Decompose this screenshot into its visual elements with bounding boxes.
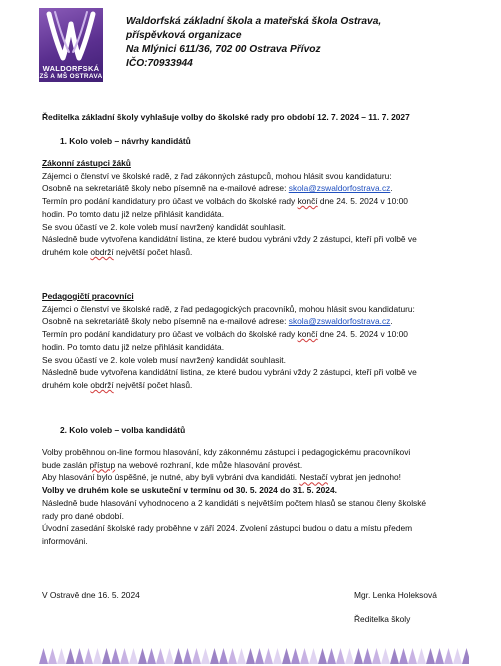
footer-pattern-triangle [291, 648, 300, 664]
students-line: Osobně na sekretariátě školy nebo písemně na e-mailové adrese: skola@zswaldorfostrava.cz. [42, 183, 393, 194]
email-link[interactable]: skola@zswaldorfostrava.cz [288, 316, 391, 327]
voting-line: Aby hlasování bylo úspěšné, je nutné, aby byli vybráni dva kandidáti. Nestačí vybrat jen jednoho! [42, 472, 401, 483]
students-title: Zákonní zástupci žáků [42, 158, 131, 168]
section1-heading: 1. Kolo voleb – návrhy kandidátů [60, 136, 191, 146]
footer-pattern-triangle [336, 648, 345, 664]
footer-pattern-triangle [354, 648, 363, 664]
header-line: Waldorfská základní škola a mateřská škola Ostrava, [126, 16, 382, 27]
students-line: Se svou účastí ve 2. kole voleb musí navržený kandidát souhlasit. [42, 221, 286, 232]
students-line: Následně bude vytvořena kandidátní listina, ze které budou vybráni vždy 2 zástupci, kteří při volbě ve [42, 234, 417, 245]
footer-pattern-triangle [138, 648, 147, 664]
voting-line: rady pro dané období. [42, 510, 124, 521]
footer-pattern-triangle [66, 648, 75, 664]
footer-pattern-triangle [228, 648, 237, 664]
voting-line: Následně bude hlasování vyhodnoceno a 2 kandidáti s největším počtem hlasů se stanou členy školské [42, 497, 427, 508]
footer-pattern-triangle [417, 648, 426, 664]
footer-pattern-triangle [408, 648, 417, 664]
footer-pattern-triangle [75, 648, 84, 664]
voting-line: Úvodní zasedání školské rady proběhne v září 2024. Zvolení zástupci budou o datu a místu předem [42, 523, 413, 534]
footer-pattern-triangle [192, 648, 201, 664]
footer-pattern-triangle [219, 648, 228, 664]
teachers-line: Osobně na sekretariátě školy nebo písemně na e-mailové adrese: skola@zswaldorfostrava.cz. [42, 316, 393, 327]
footer-pattern-triangle [444, 648, 453, 664]
decorative-footer-band [39, 646, 469, 664]
teachers-line: Následně bude vytvořena kandidátní listina, ze které budou vybráni vždy 2 zástupci, kteří při volbě ve [42, 367, 417, 378]
footer-pattern-triangle [453, 648, 462, 664]
teachers-line: Termín pro podání kandidatury pro účast ve volbách do školské rady končí dne 24. 5. 2024 v 10:00 [42, 329, 408, 340]
footer-pattern-triangle [147, 648, 156, 664]
footer-pattern-triangle [300, 648, 309, 664]
signatory-name: Mgr. Lenka Holeksová [354, 590, 437, 600]
intro-statement: Ředitelka základní školy vyhlašuje volby do školské rady pro období 12. 7. 2024 – 11. 7. 2027 [42, 112, 410, 122]
footer-pattern-triangle [246, 648, 255, 664]
email-link[interactable]: skola@zswaldorfostrava.cz [288, 183, 391, 194]
footer-pattern-triangle [255, 648, 264, 664]
footer-pattern-triangle [93, 648, 102, 664]
header-line: IČO:70933944 [126, 58, 193, 69]
footer-pattern-triangle [426, 648, 435, 664]
teachers-block [42, 290, 482, 392]
students-line: hodin. Po tomto datu již nelze přihlásit kandidáta. [42, 208, 225, 219]
footer-pattern-triangle [183, 648, 192, 664]
footer-pattern-triangle [84, 648, 93, 664]
footer-pattern-triangle [345, 648, 354, 664]
school-logo [39, 8, 103, 82]
logo-text-line1: WALDORFSKÁ [42, 64, 100, 73]
footer-pattern-triangle [372, 648, 381, 664]
students-line: druhém kole obdrží největší počet hlasů. [42, 246, 193, 257]
voting-dates: Volby ve druhém kole se uskuteční v termínu od 30. 5. 2024 do 31. 5. 2024. [42, 485, 337, 496]
footer-pattern-triangle [48, 648, 57, 664]
footer-pattern-triangle [309, 648, 318, 664]
header-line: Na Mlýnici 611/36, 702 00 Ostrava Přívoz [126, 44, 321, 55]
footer-pattern-triangle [462, 648, 469, 664]
waldorf-logo-mark-icon [39, 8, 103, 66]
footer-pattern-triangle [264, 648, 273, 664]
footer-pattern-triangle [435, 648, 444, 664]
section2-heading: 2. Kolo voleb – volba kandidátů [60, 425, 186, 435]
place-date: V Ostravě dne 16. 5. 2024 [42, 590, 140, 600]
footer-pattern-triangle [363, 648, 372, 664]
students-block [42, 157, 482, 259]
teachers-line: hodin. Po tomto datu již nelze přihlásit kandidáta. [42, 341, 225, 352]
footer-pattern-triangle [120, 648, 129, 664]
voting-line: bude zaslán přístup na webové rozhraní, kde může hlasování provést. [42, 459, 303, 470]
footer-pattern-triangle [381, 648, 390, 664]
footer-pattern-triangle [237, 648, 246, 664]
footer-pattern-triangle [282, 648, 291, 664]
footer-pattern-triangle [156, 648, 165, 664]
signatory-role: Ředitelka školy [354, 614, 411, 624]
students-line: Termín pro podání kandidatury pro účast ve volbách do školské rady končí dne 24. 5. 2024 v 10:00 [42, 196, 408, 207]
teachers-title: Pedagogičtí pracovníci [42, 291, 134, 301]
footer-pattern-triangle [39, 648, 48, 664]
footer-pattern-triangle [210, 648, 219, 664]
footer-pattern-triangle [102, 648, 111, 664]
footer-pattern-triangle [201, 648, 210, 664]
footer-pattern-triangle [327, 648, 336, 664]
voting-line: informováni. [42, 535, 88, 546]
footer-pattern-triangle [399, 648, 408, 664]
footer-pattern-triangle [57, 648, 66, 664]
students-line: Zájemci o členství ve školské radě, z řad zákonných zástupců, mohou hlásit svou kandidaturu: [42, 170, 392, 181]
logo-text-line2: ZŠ A MŠ OSTRAVA [39, 73, 103, 80]
footer-pattern-triangle [390, 648, 399, 664]
footer-pattern-triangle [111, 648, 120, 664]
teachers-line: Se svou účastí ve 2. kole voleb musí navržený kandidát souhlasit. [42, 354, 286, 365]
voting-line: Volby proběhnou on-line formou hlasování, kdy zákonnému zástupci i pedagogickému pracovníkovi [42, 447, 411, 457]
footer-pattern-triangle [165, 648, 174, 664]
footer-pattern-triangle [318, 648, 327, 664]
teachers-line: druhém kole obdrží největší počet hlasů. [42, 379, 193, 390]
header-line: příspěvková organizace [126, 30, 242, 41]
teachers-line: Zájemci o členství ve školské radě, z řad pedagogických pracovníků, mohou hlásit svou kandidaturu: [42, 303, 415, 314]
voting-block [42, 446, 482, 548]
footer-pattern-triangle [273, 648, 282, 664]
footer-pattern-triangle [129, 648, 138, 664]
footer-pattern-triangle [174, 648, 183, 664]
school-header [126, 15, 486, 71]
footer-pattern-icon [39, 646, 469, 664]
